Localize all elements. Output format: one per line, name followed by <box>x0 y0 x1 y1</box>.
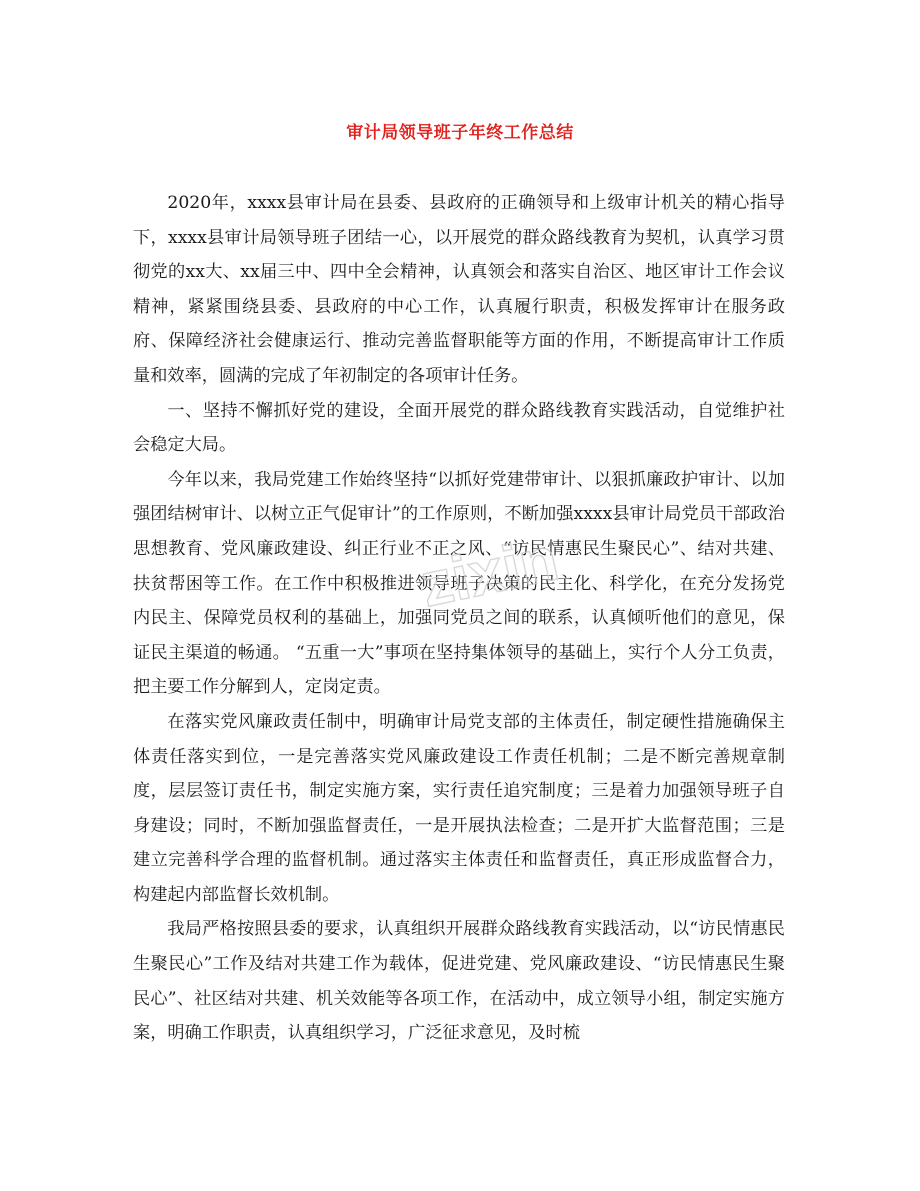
document-title: 审计局领导班子年终工作总结 <box>346 123 574 143</box>
paragraph-section-heading: 一、坚持不懈抓好党的建设，全面开展党的群众路线教育实践活动，自觉维护社会稳定大局。 <box>133 400 785 456</box>
paragraph-intro: 2020年，xxxx县审计局在县委、县政府的正确领导和上级审计机关的精心指导下，xxxx县审计局领导班子团结一心，以开展党的群众路线教育为契机，认真学习贯彻党的xx大、xx届三中、四中全会精神，认真领会和落实自治区、地区审计工作会议精神，紧紧围绕县委、县政府的中心工作，认真履行职责，积极发挥审计在服务政府、保障经济社会健康运行、推动完善监督职能等方面的作用，不断提高审计工作质量和效率，圆满的完成了年初制定的各项审计任务。 <box>133 193 785 386</box>
document-body <box>133 186 785 1051</box>
svg-text:zixin: zixin <box>414 524 565 621</box>
paragraph-mass-line: 我局严格按照县委的要求，认真组织开展群众路线教育实践活动，以“访民情惠民生聚民心”工作及结对共建工作为载体，促进党建、党风廉政建设、“访民情惠民生聚民心”、社区结对共建、机关效能等各项工作，在活动中，成立领导小组，制定实施方案，明确工作职责，认真组织学习，广泛征求意见，及时梳 <box>133 919 785 1044</box>
paragraph-responsibility: 在落实党风廉政责任制中，明确审计局党支部的主体责任，制定硬性措施确保主体责任落实到位，一是完善落实党风廉政建设工作责任机制；二是不断完善规章制度，层层签订责任书，制定实施方案，实行责任追究制度；三是着力加强领导班子自身建设；同时，不断加强监督责任，一是开展执法检查；二是开扩大监督范围；三是建立完善科学合理的监督机制。通过落实主体责任和监督责任，真正形成监督合力，构建起内部监督长效机制。 <box>133 711 785 905</box>
paragraph-party-building: 今年以来，我局党建工作始终坚持“以抓好党建带审计、以狠抓廉政护审计、以加强团结树审计、以树立正气促审计”的工作原则，不断加强xxxx县审计局党员干部政治思想教育、党风廉政建设、纠正行业不正之风、“访民情惠民生聚民心”、结对共建、扶贫帮困等工作。在工作中积极推进领导班子决策的民主化、科学化，在充分发扬党内民主、保障党员权利的基础上，加强同党员之间的联系，认真倾听他们的意见，保证民主渠道的畅通。 “五重一大”事项在坚持集体领导的基础上，实行个人分工负责，把主要工作分解到人，定岗定责。 <box>133 469 785 698</box>
